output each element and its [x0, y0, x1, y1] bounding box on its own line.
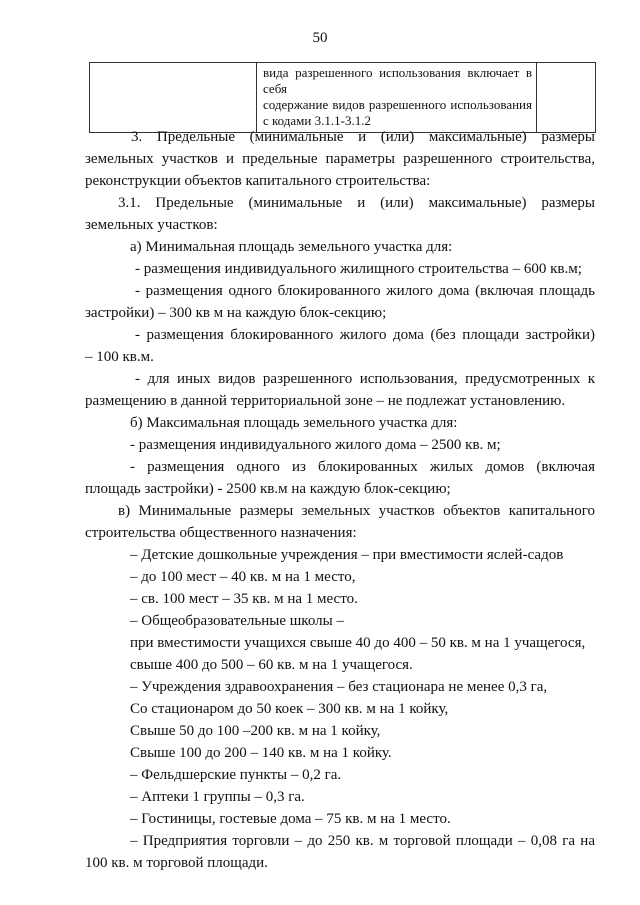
- paragraph-line: Со стационаром до 50 коек – 300 кв. м на 1 койку,: [130, 701, 449, 717]
- paragraph-line: Свыше 50 до 100 –200 кв. м на 1 койку,: [130, 723, 381, 739]
- table-row: [90, 63, 596, 133]
- paragraph-line: в) Минимальные размеры земельных участков объектов капитального: [118, 503, 595, 519]
- table-cell-text: [257, 63, 537, 133]
- table-cell-line: содержание видов разрешенного использования: [263, 97, 532, 112]
- paragraph-line: застройки) – 300 кв м на каждую блок-секцию;: [85, 305, 387, 321]
- paragraph-line: – Фельдшерские пункты – 0,2 га.: [130, 767, 342, 783]
- table-cell-line: с кодами 3.1.1-3.1.2: [263, 113, 371, 128]
- paragraph-line: – до 100 мест – 40 кв. м на 1 место,: [130, 569, 356, 585]
- paragraph-line: а) Минимальная площадь земельного участка для:: [130, 239, 453, 255]
- table-cell-line: вида разрешенного использования включает в себя: [263, 65, 532, 96]
- paragraph-line: строительства общественного назначения:: [85, 525, 357, 541]
- paragraph-line: – 100 кв.м.: [85, 349, 154, 365]
- paragraph-line: - размещения одного из блокированных жилых домов (включая: [130, 459, 595, 475]
- paragraph-line: - размещения индивидуального жилищного строительства – 600 кв.м;: [135, 261, 582, 277]
- paragraph-line: – Общеобразовательные школы –: [130, 613, 344, 629]
- paragraph-line: – Предприятия торговли – до 250 кв. м торговой площади – 0,08 га на: [130, 833, 595, 849]
- paragraph-line: свыше 400 до 500 – 60 кв. м на 1 учащегося.: [130, 657, 413, 673]
- table-cell-empty: [537, 63, 596, 133]
- continuation-table: [89, 62, 596, 133]
- paragraph-line: площадь застройки) - 2500 кв.м на каждую блок-секцию;: [85, 481, 451, 497]
- paragraph-line: земельных участков и предельные параметры разрешенного строительства,: [85, 151, 595, 167]
- paragraph-line: – Аптеки 1 группы – 0,3 га.: [130, 789, 305, 805]
- paragraph-line: 100 кв. м торговой площади.: [85, 855, 268, 871]
- paragraph-line: при вместимости учащихся свыше 40 до 400 – 50 кв. м на 1 учащегося,: [130, 635, 586, 651]
- paragraph-line: - размещения индивидуального жилого дома – 2500 кв. м;: [130, 437, 501, 453]
- paragraph-line: - размещения одного блокированного жилого дома (включая площадь: [135, 283, 595, 299]
- paragraph-line: 3. Предельные (минимальные и (или) максимальные) размеры: [131, 129, 595, 145]
- paragraph-line: - размещения блокированного жилого дома (без площади застройки): [135, 327, 595, 343]
- paragraph-line: б) Максимальная площадь земельного участка для:: [130, 415, 458, 431]
- paragraph-line: земельных участков:: [85, 217, 218, 233]
- paragraph-line: – Гостиницы, гостевые дома – 75 кв. м на 1 место.: [130, 811, 451, 827]
- paragraph-line: реконструкции объектов капитального строительства:: [85, 173, 431, 189]
- paragraph-line: – Детские дошкольные учреждения – при вместимости яслей-садов: [130, 547, 564, 563]
- paragraph-line: 3.1. Предельные (минимальные и (или) максимальные) размеры: [118, 195, 595, 211]
- paragraph-line: – св. 100 мест – 35 кв. м на 1 место.: [130, 591, 358, 607]
- paragraph-line: – Учреждения здравоохранения – без стационара не менее 0,3 га,: [130, 679, 548, 695]
- page-number: 50: [312, 30, 328, 46]
- paragraph-line: Свыше 100 до 200 – 140 кв. м на 1 койку.: [130, 745, 392, 761]
- table-cell-empty: [90, 63, 257, 133]
- paragraph-line: размещению в данной территориальной зоне – не подлежат установлению.: [85, 393, 566, 409]
- paragraph-line: - для иных видов разрешенного использования, предусмотренных к: [135, 371, 595, 387]
